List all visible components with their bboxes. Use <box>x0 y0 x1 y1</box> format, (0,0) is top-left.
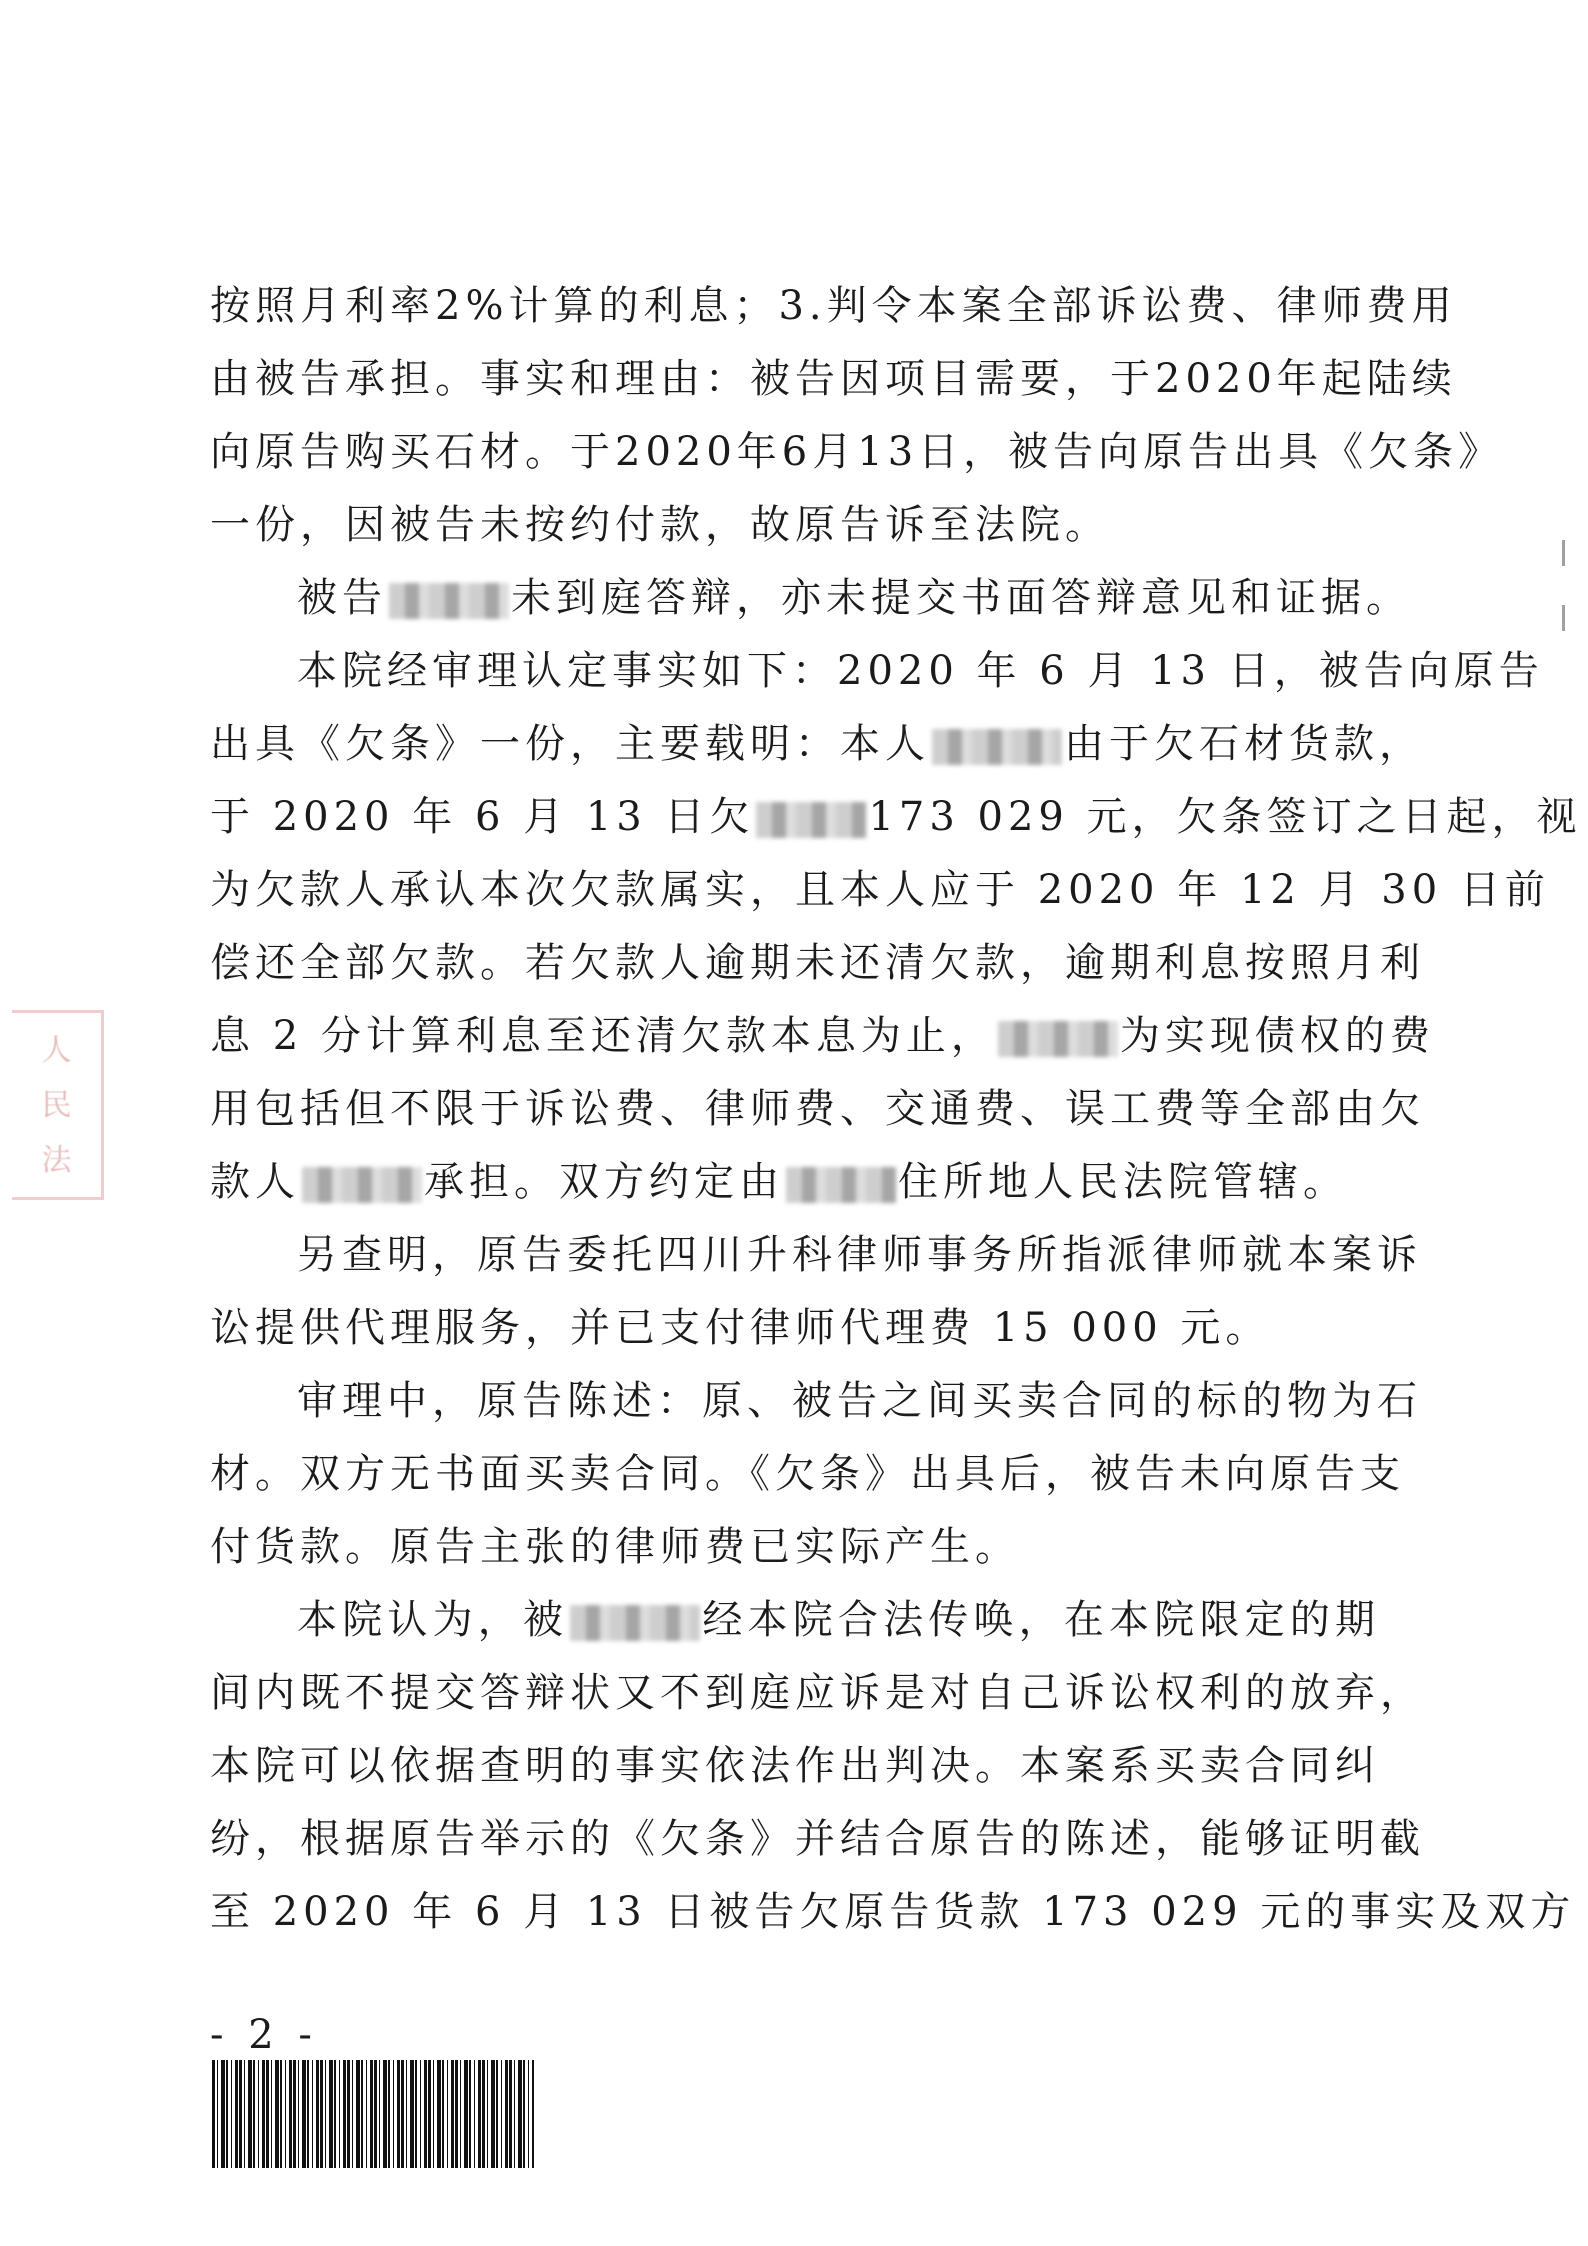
text-line <box>210 781 1582 854</box>
seal-char: 法 <box>41 1143 72 1178</box>
text-line <box>210 1584 1380 1657</box>
redacted-name <box>756 802 866 838</box>
text-segment: 本院认为，被 <box>297 1597 569 1643</box>
text-line: 为欠款人承认本次欠款属实，且本人应于 2020 年 12 月 30 日前 <box>210 867 1550 913</box>
redacted-name <box>998 1021 1118 1057</box>
seal-char: 民 <box>41 1088 72 1123</box>
court-seal-fragment <box>12 1010 104 1200</box>
binding-mark <box>1562 605 1565 631</box>
text-segment: 息 2 分计算利息至还清欠款本息为止， <box>210 1013 996 1059</box>
text-segment: 住所地人民法院管辖。 <box>898 1159 1348 1205</box>
text-segment: 由于欠石材货款， <box>1064 721 1424 767</box>
text-line: 审理中，原告陈述：原、被告之间买卖合同的标的物为石 <box>297 1378 1422 1424</box>
text-line <box>210 1000 1435 1073</box>
redacted-name <box>932 729 1062 765</box>
text-segment: 于 2020 年 6 月 13 日欠 <box>210 794 755 840</box>
page-number: - 2 - <box>210 2012 318 2058</box>
text-segment: 为实现债权的费 <box>1119 1013 1435 1059</box>
barcode <box>212 2060 534 2168</box>
text-line: 本院经审理认定事实如下：2020 年 6 月 13 日，被告向原告 <box>297 648 1544 694</box>
text-line: 间内既不提交答辩状又不到庭应诉是对自己诉讼权利的放弃， <box>210 1670 1425 1716</box>
text-line: 偿还全部欠款。若欠款人逾期未还清欠款，逾期利息按照月利 <box>210 940 1425 986</box>
text-line: 本院可以依据查明的事实依法作出判决。本案系买卖合同纠 <box>210 1743 1380 1789</box>
text-line: 材。双方无书面买卖合同。《欠条》出具后，被告未向原告支 <box>210 1451 1405 1497</box>
text-segment: 承担。双方约定由 <box>424 1159 784 1205</box>
binding-mark <box>1562 540 1565 566</box>
text-line: 至 2020 年 6 月 13 日被告欠原告货款 173 029 元的事实及双方 <box>210 1889 1576 1935</box>
text-line <box>210 562 1411 635</box>
text-segment: 经本院合法传唤，在本院限定的期 <box>702 1597 1381 1643</box>
text-line: 讼提供代理服务，并已支付律师代理费 15 000 元。 <box>210 1305 1271 1351</box>
redacted-name <box>570 1605 700 1641</box>
text-line <box>210 1146 1380 1219</box>
text-line: 由被告承担。事实和理由：被告因项目需要，于2020年起陆续 <box>210 356 1457 402</box>
redacted-name <box>302 1167 422 1203</box>
text-line: 按照月利率2%计算的利息；3.判令本案全部诉讼费、律师费用 <box>210 283 1457 329</box>
text-line: 用包括但不限于诉讼费、律师费、交通费、误工费等全部由欠 <box>210 1086 1425 1132</box>
text-segment: 被告 <box>297 575 387 621</box>
text-line <box>210 708 1424 781</box>
text-line: 纷，根据原告举示的《欠条》并结合原告的陈述，能够证明截 <box>210 1816 1425 1862</box>
text-line: 向原告购买石材。于2020年6月13日，被告向原告出具《欠条》 <box>210 429 1504 475</box>
text-segment: 出具《欠条》一份，主要载明：本人 <box>210 721 930 767</box>
redacted-name <box>786 1167 896 1203</box>
text-line: 一份，因被告未按约付款，故原告诉至法院。 <box>210 502 1110 548</box>
text-line: 付货款。原告主张的律师费已实际产生。 <box>210 1524 1020 1570</box>
text-segment: 未到庭答辩，亦未提交书面答辩意见和证据。 <box>511 575 1411 621</box>
redacted-name <box>389 583 509 619</box>
text-segment: 款人 <box>210 1159 300 1205</box>
judgment-body-text <box>210 270 1582 1949</box>
text-segment: 173 029 元，欠条签订之日起，视 <box>868 794 1582 840</box>
text-line: 另查明，原告委托四川升科律师事务所指派律师就本案诉 <box>297 1232 1422 1278</box>
seal-char: 人 <box>41 1033 72 1068</box>
